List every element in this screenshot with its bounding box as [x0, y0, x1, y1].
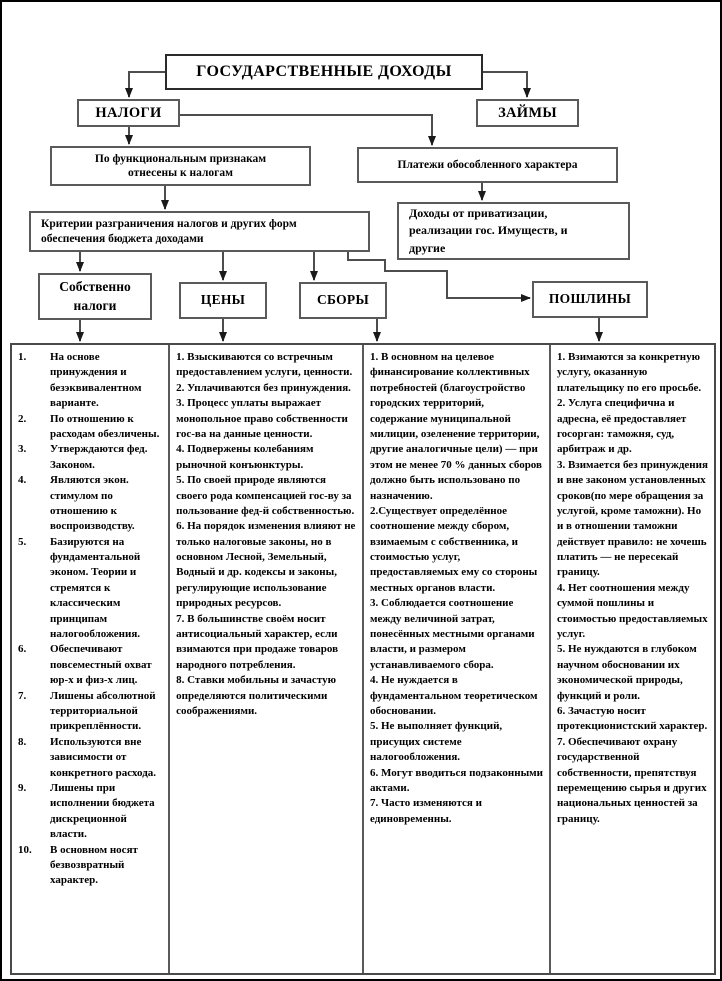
duties-label: ПОШЛИНЫ: [548, 291, 632, 307]
privatization-line3: другие: [409, 240, 446, 255]
item-text: В основном носят безвозвратный характер.: [50, 843, 138, 887]
privatization-income-node: [397, 202, 630, 260]
list-item: [18, 473, 163, 535]
list-item: 1. Взыскиваются со встречным предоставлением услуги, ценности.: [176, 351, 353, 379]
duties-node: [532, 281, 648, 318]
item-number: 10.: [18, 843, 32, 856]
item-text: Используются вне зависимости от конкретного расхода.: [50, 735, 157, 779]
item-text: Базируются на фундаментальной эконом. Теории и стремятся к классическим принципам налогообложения.: [50, 535, 141, 641]
column-own-taxes: [12, 345, 168, 973]
item-number: 4.: [18, 474, 27, 487]
list-item: 5. Не нуждаются в глубоком научном обосновании их экономической природы, функций и роли.: [556, 643, 697, 702]
state-revenues-node: [165, 54, 483, 90]
item-number: 9.: [18, 781, 27, 794]
list-item: 6. На порядок изменения влияют не только налоговые законы, но в основном Лесной, Земельный, Водный и др. кодексы и законы, регулирующие использование природных ресурсов.: [176, 520, 356, 610]
criteria-line1: Критерии разграничения налогов и других форм: [41, 218, 297, 231]
list-item: [18, 535, 163, 643]
list-item: 5. По своей природе являются своего рода компенсацией гос-ву за пользование фед-й собственностью.: [176, 474, 355, 517]
item-text: Лишены при исполнении бюджета дискреционной власти.: [50, 781, 155, 841]
list-item: 1. В основном на целевое финансирование коллективных потребностей (благоустройство городских территорий, содержание муниципальной милиции, озеленение территории, другие аналогичные цели) — при этом не менее 70 % данных сборов должно быть использовано по назначению.: [370, 351, 542, 502]
own-taxes-line2: налоги: [73, 297, 117, 313]
own-taxes-node: [38, 273, 152, 320]
fees-node: [299, 282, 387, 319]
own-taxes-line1: Собственно: [59, 278, 131, 294]
item-text: Лишены абсолютной территориальной прикреплённости.: [50, 689, 156, 733]
list-item: 7. В большинстве своём носит антисоциальный характер, если взимаются при продаже товаров народного потребления.: [176, 612, 339, 671]
list-item: 3. Взимается без принуждения и вне законом установленных сроков(по мере обращения за услугой, кроме таможни). Но и в отношении таможни действует правило: не хочешь платить — не пересекай границу.: [556, 458, 708, 579]
criteria-comparison-table: [10, 343, 716, 975]
functional-signs-line1: По функциональным признакам: [94, 152, 267, 165]
item-text: На основе принуждения и безэквивалентном варианте.: [50, 351, 142, 410]
list-item: [18, 412, 163, 443]
prices-label: ЦЕНЫ: [200, 292, 246, 308]
list-item: 8. Ставки мобильны и зачастую определяются политическими соображениями.: [176, 674, 336, 717]
state-revenues-label: ГОСУДАРСТВЕННЫЕ ДОХОДЫ: [196, 63, 452, 80]
list-item: 6. Могут вводиться подзаконными актами.: [370, 766, 544, 794]
list-item: 3. Соблюдается соотношение между величиной затрат, понесённых местными органами власти, и размером устанавливаемого сбора.: [370, 597, 535, 671]
list-item: 7. Обеспечивают охрану государственной собственности, препятствуя перемещению сырья и других национальных ценностей за границу.: [556, 735, 707, 825]
taxes-node: [77, 99, 180, 127]
loans-label: ЗАЙМЫ: [498, 104, 557, 121]
column-duties: [549, 345, 714, 973]
privatization-line2: реализации гос. Имуществ, и: [409, 223, 568, 238]
list-item: 1. Взимаются за конкретную услугу, оказанную плательщику по его просьбе.: [556, 351, 702, 394]
item-number: 8.: [18, 735, 27, 748]
column-prices: [168, 345, 362, 973]
taxes-label: НАЛОГИ: [95, 104, 162, 121]
list-item: 5. Не выполняет функций, присущих системе налогообложения.: [370, 720, 503, 764]
item-number: 1.: [18, 351, 27, 363]
list-item: [18, 350, 163, 412]
criteria-node: [29, 211, 370, 252]
loans-node: [476, 99, 579, 127]
privatization-line1: Доходы от приватизации,: [409, 205, 548, 220]
list-item: 7. Часто изменяются и единовременны.: [370, 797, 482, 825]
list-item: 2. Уплачиваются без принуждения.: [176, 381, 351, 394]
fees-label: СБОРЫ: [316, 292, 370, 308]
list-item: [18, 689, 163, 735]
list-item: [18, 642, 163, 688]
list-item: 2.Существует определённое соотношение между сбором, взимаемым с собственника, и стоимостью услуг, предоставляемых ему со стороны местных органов власти.: [370, 504, 538, 594]
list-item: 4. Нет соотношения между суммой пошлины и стоимостью предоставляемых услуг.: [556, 581, 708, 641]
list-item: 4. Не нуждается в фундаментальном теоретическом обосновании.: [370, 674, 538, 717]
list-item: 4. Подвержены колебаниям рыночной конъюнктуры.: [176, 443, 314, 471]
item-text: По отношению к расходам обезличены.: [50, 412, 160, 440]
list-item: [18, 735, 163, 781]
item-text: Утверждаются фед. Законом.: [50, 443, 148, 471]
item-number: 5.: [18, 535, 27, 548]
item-number: 7.: [18, 689, 27, 702]
item-text: Являются экон. стимулом по отношению к воспроизводству.: [50, 474, 135, 533]
list-item: 2. Услуга специфична и адресна, её предоставляет госорган: таможня, суд, арбитраж и др.: [556, 397, 687, 456]
list-item: [18, 843, 163, 889]
item-number: 3.: [18, 443, 27, 456]
separate-payments-node: [357, 147, 618, 183]
column-fees: [362, 345, 549, 973]
criteria-line2: обеспечения бюджета доходами: [41, 232, 204, 245]
item-number: 6.: [18, 643, 27, 656]
list-item: 6. Зачастую носит протекционистский характер.: [556, 704, 708, 733]
functional-signs-node: [50, 146, 311, 186]
item-number: 2.: [18, 412, 27, 425]
prices-node: [179, 282, 267, 319]
list-item: [18, 442, 163, 473]
functional-signs-line2: отнесены к налогам: [128, 167, 233, 179]
list-item: [18, 781, 163, 843]
list-item: 3. Процесс уплаты выражает монопольное право собственности гос-ва на данные ценности.: [176, 397, 348, 440]
separate-payments-label: Платежи обособленного характера: [397, 158, 578, 171]
item-text: Обеспечивают повсеместный охват юр-х и физ-х лиц.: [50, 643, 152, 687]
